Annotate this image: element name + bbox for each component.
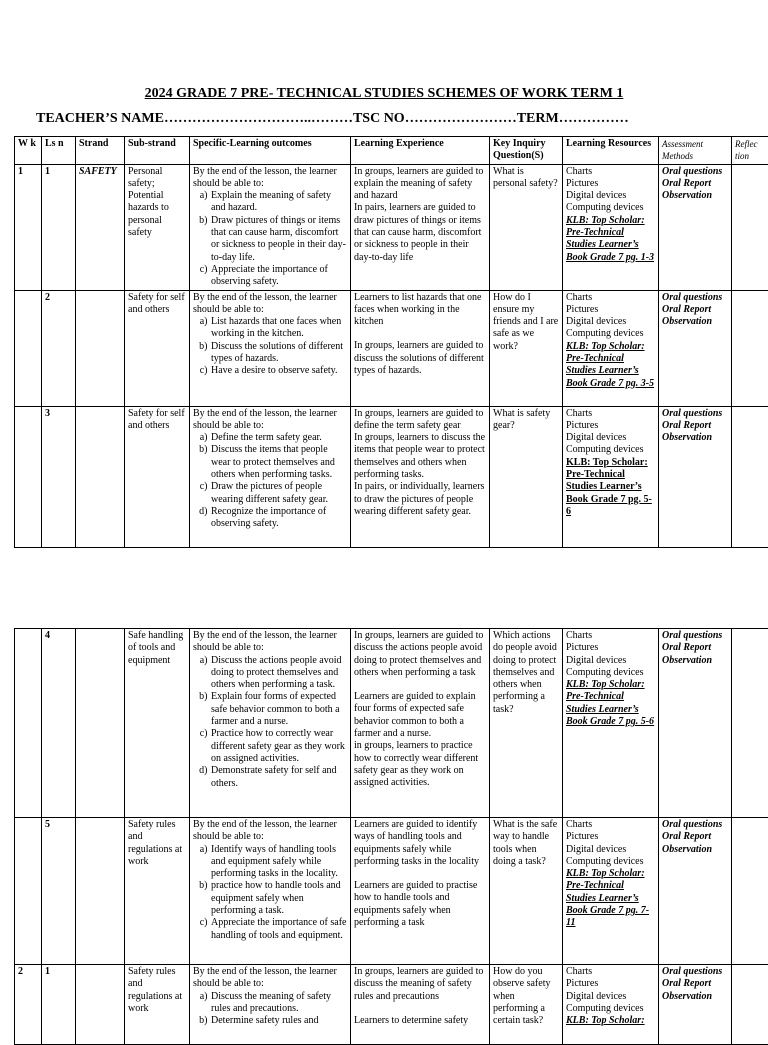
- resource-item: Charts: [566, 408, 655, 420]
- outcome-item: c. Appreciate the importance of observing safety.: [210, 264, 347, 289]
- header-resources: Learning Resources: [563, 137, 659, 165]
- assessment-item: Observation: [662, 655, 728, 667]
- experience-cell: [351, 965, 490, 1045]
- outcomes-intro: By the end of the lesson, the learner should be able to:: [193, 166, 347, 191]
- outcomes-intro: By the end of the lesson, the learner should be able to:: [193, 292, 347, 317]
- lesson-cell: 4: [42, 629, 76, 818]
- header-outcomes: Specific-Learning outcomes: [190, 137, 351, 165]
- resource-item: Digital devices: [566, 844, 655, 856]
- strand-cell: [76, 406, 125, 547]
- strand-cell: [76, 290, 125, 406]
- textbook-reference: KLB: Top Scholar: Pre-Technical Studies Learner’s Book Grade 7 pg. 7-11: [566, 868, 655, 929]
- header-substrand: Sub-strand: [125, 137, 190, 165]
- inquiry-cell: How do I ensure my friends and I are safe as we work?: [490, 290, 563, 406]
- reflection-cell: [732, 406, 768, 547]
- resource-item: Pictures: [566, 831, 655, 843]
- experience-cell: [351, 406, 490, 547]
- experience-cell: [351, 818, 490, 965]
- experience-cell: [351, 290, 490, 406]
- header-wk: W k: [15, 137, 42, 165]
- experience-text: In groups, learners are guided to discuss the meaning of safety rules and precautions: [354, 966, 486, 1003]
- resource-item: Charts: [566, 166, 655, 178]
- week-cell: [15, 406, 42, 547]
- resource-item: Computing devices: [566, 856, 655, 868]
- textbook-reference: KLB: Top Scholar: Pre-Technical Studies Learner’s Book Grade 7 pg. 5-6: [566, 679, 655, 728]
- resource-item: Computing devices: [566, 667, 655, 679]
- lesson-cell: 5: [42, 818, 76, 965]
- resource-item: Digital devices: [566, 316, 655, 328]
- reflection-cell: [732, 818, 768, 965]
- week-cell: [15, 629, 42, 818]
- assessment-item: Oral questions: [662, 966, 728, 978]
- outcomes-intro: By the end of the lesson, the learner should be able to:: [193, 630, 347, 655]
- header-row: [15, 137, 768, 165]
- outcomes-intro: By the end of the lesson, the learner should be able to:: [193, 819, 347, 844]
- lesson-cell: 1: [42, 965, 76, 1045]
- week-cell: [15, 818, 42, 965]
- header-assessment: Assessment Methods: [659, 137, 732, 165]
- outcome-item: c. Draw the pictures of people wearing different safety gear.: [210, 481, 347, 506]
- outcome-item: c. Have a desire to observe safety.: [210, 365, 347, 377]
- resources-cell: [563, 164, 659, 290]
- assessment-cell: [659, 406, 732, 547]
- assessment-item: Oral questions: [662, 819, 728, 831]
- outcome-item: b. practice how to handle tools and equipment safely when performing a task.: [210, 880, 347, 917]
- week-cell: 1: [15, 164, 42, 290]
- week-cell: [15, 290, 42, 406]
- inquiry-cell: What is safety gear?: [490, 406, 563, 547]
- assessment-item: Oral Report: [662, 304, 728, 316]
- outcome-item: a. Discuss the actions people avoid doing to protect themselves and others when performing a task.: [210, 655, 347, 692]
- assessment-item: Observation: [662, 190, 728, 202]
- experience-cell: [351, 164, 490, 290]
- strand-cell: [76, 965, 125, 1045]
- inquiry-cell: How do you observe safety when performing a certain task?: [490, 965, 563, 1045]
- experience-text: In pairs, or individually, learners to draw the pictures of people wearing different safety gear.: [354, 481, 486, 518]
- assessment-item: Oral Report: [662, 978, 728, 990]
- resources-cell: [563, 406, 659, 547]
- header-experience: Learning Experience: [351, 137, 490, 165]
- outcome-item: d. Demonstrate safety for self and others.: [210, 765, 347, 790]
- outcome-item: b. Explain four forms of expected safe behavior common to both a farmer and a nurse.: [210, 691, 347, 728]
- header-reflection: Reflec tion: [732, 137, 768, 165]
- outcomes-cell: [190, 629, 351, 818]
- outcome-item: b. Discuss the items that people wear to protect themselves and others when performing tasks.: [210, 444, 347, 481]
- resource-item: Computing devices: [566, 444, 655, 456]
- resources-cell: [563, 818, 659, 965]
- assessment-item: Observation: [662, 316, 728, 328]
- textbook-reference: KLB: Top Scholar:: [566, 1015, 655, 1027]
- experience-text: In groups, learners are guided to define the term safety gear: [354, 408, 486, 433]
- resource-item: Computing devices: [566, 328, 655, 340]
- resource-item: Computing devices: [566, 202, 655, 214]
- experience-cell: [351, 629, 490, 818]
- assessment-cell: [659, 290, 732, 406]
- document-title: 2024 GRADE 7 PRE- TECHNICAL STUDIES SCHEMES OF WORK TERM 1: [0, 86, 768, 102]
- header-strand: Strand: [76, 137, 125, 165]
- outcome-item: b. Draw pictures of things or items that can cause harm, discomfort or sickness to people in their day-to-day life.: [210, 215, 347, 264]
- experience-text: Learners to list hazards that one faces when working in the kitchen: [354, 292, 486, 329]
- outcome-item: a. Define the term safety gear.: [210, 432, 347, 444]
- lesson-cell: 3: [42, 406, 76, 547]
- resource-item: Charts: [566, 966, 655, 978]
- outcomes-intro: By the end of the lesson, the learner should be able to:: [193, 408, 347, 433]
- substrand-cell: Safety for self and others: [125, 290, 190, 406]
- scheme-table-page-1: [14, 136, 768, 548]
- resource-item: Charts: [566, 819, 655, 831]
- outcomes-cell: [190, 406, 351, 547]
- textbook-reference: KLB: Top Scholar: Pre-Technical Studies Learner’s Book Grade 7 pg. 3-5: [566, 341, 655, 390]
- outcome-item: a. Discuss the meaning of safety rules and precautions.: [210, 991, 347, 1016]
- experience-text: Learners are guided to identify ways of handling tools and equipments safely while performing tasks in the locality: [354, 819, 486, 868]
- assessment-item: Oral Report: [662, 831, 728, 843]
- assessment-cell: [659, 164, 732, 290]
- outcomes-cell: [190, 164, 351, 290]
- outcome-item: a. List hazards that one faces when working in the kitchen.: [210, 316, 347, 341]
- header-lsn: Ls n: [42, 137, 76, 165]
- experience-text: in groups, learners to practice how to correctly wear different safety gear as they work on assigned activities.: [354, 740, 486, 789]
- resource-item: Computing devices: [566, 1003, 655, 1015]
- assessment-item: Oral Report: [662, 642, 728, 654]
- substrand-cell: Safety rules and regulations at work: [125, 965, 190, 1045]
- inquiry-cell: Which actions do people avoid doing to protect themselves and others when performing a task?: [490, 629, 563, 818]
- outcomes-cell: [190, 818, 351, 965]
- assessment-cell: [659, 629, 732, 818]
- substrand-cell: Safety for self and others: [125, 406, 190, 547]
- resource-item: Pictures: [566, 978, 655, 990]
- reflection-cell: [732, 965, 768, 1045]
- resources-cell: [563, 965, 659, 1045]
- resource-item: Digital devices: [566, 432, 655, 444]
- outcome-item: c. Practice how to correctly wear different safety gear as they work on assigned activities.: [210, 728, 347, 765]
- outcome-item: c. Appreciate the importance of safe handling of tools and equipment.: [210, 917, 347, 942]
- scheme-table-page-2: [14, 628, 768, 1045]
- experience-text: Learners to determine safety: [354, 1015, 486, 1027]
- assessment-item: Observation: [662, 432, 728, 444]
- assessment-item: Observation: [662, 991, 728, 1003]
- assessment-cell: [659, 818, 732, 965]
- experience-text: In groups, learners to discuss the items that people wear to protect themselves and others when performing tasks.: [354, 432, 486, 481]
- outcome-item: b. Discuss the solutions of different types of hazards.: [210, 341, 347, 366]
- resource-item: Digital devices: [566, 655, 655, 667]
- textbook-reference: KLB: Top Scholar: Pre-Technical Studies Learner’s Book Grade 7 pg. 5-6: [566, 457, 655, 518]
- experience-text: In pairs, learners are guided to draw pictures of things or items that can cause harm, discomfort or sickness to people in their day-to-day life: [354, 202, 486, 263]
- inquiry-cell: What is personal safety?: [490, 164, 563, 290]
- lesson-cell: 2: [42, 290, 76, 406]
- table-row: [15, 406, 768, 547]
- inquiry-cell: What is the safe way to handle tools when doing a task?: [490, 818, 563, 965]
- assessment-item: Oral questions: [662, 630, 728, 642]
- outcome-item: d. Recognize the importance of observing safety.: [210, 506, 347, 531]
- resources-cell: [563, 629, 659, 818]
- experience-text: In groups, learners are guided to discuss the actions people avoid doing to protect themselves and others when performing a task: [354, 630, 486, 679]
- outcome-item: a. Identify ways of handling tools and equipment safely while performing tasks in the locality.: [210, 844, 347, 881]
- textbook-reference: KLB: Top Scholar: Pre-Technical Studies Learner’s Book Grade 7 pg. 1-3: [566, 215, 655, 264]
- resources-cell: [563, 290, 659, 406]
- lesson-cell: 1: [42, 164, 76, 290]
- table-row: [15, 164, 768, 290]
- outcomes-intro: By the end of the lesson, the learner should be able to:: [193, 966, 347, 991]
- resource-item: Charts: [566, 292, 655, 304]
- experience-text: In groups, learners are guided to explain the meaning of safety and hazard: [354, 166, 486, 203]
- outcomes-cell: [190, 290, 351, 406]
- resource-item: Pictures: [566, 420, 655, 432]
- header-inquiry: Key Inquiry Question(S): [490, 137, 563, 165]
- assessment-cell: [659, 965, 732, 1045]
- strand-cell: [76, 818, 125, 965]
- reflection-cell: [732, 290, 768, 406]
- substrand-cell: Safety rules and regulations at work: [125, 818, 190, 965]
- assessment-item: Oral Report: [662, 420, 728, 432]
- assessment-item: Oral questions: [662, 408, 728, 420]
- substrand-cell: Personal safety; Potential hazards to personal safety: [125, 164, 190, 290]
- strand-cell: [76, 629, 125, 818]
- resource-item: Pictures: [566, 304, 655, 316]
- strand-cell: SAFETY: [76, 164, 125, 290]
- outcome-item: b. Determine safety rules and: [210, 1015, 347, 1027]
- reflection-cell: [732, 164, 768, 290]
- table-row: [15, 629, 768, 818]
- assessment-item: Oral questions: [662, 166, 728, 178]
- resource-item: Pictures: [566, 178, 655, 190]
- substrand-cell: Safe handling of tools and equipment: [125, 629, 190, 818]
- week-cell: 2: [15, 965, 42, 1045]
- experience-text: In groups, learners are guided to discuss the solutions of different types of hazards.: [354, 340, 486, 377]
- resource-item: Digital devices: [566, 991, 655, 1003]
- table-row: [15, 290, 768, 406]
- experience-text: Learners are guided to practise how to handle tools and equipments safely when performing a task: [354, 880, 486, 929]
- experience-text: Learners are guided to explain four forms of expected safe behavior common to both a farmer and a nurse.: [354, 691, 486, 740]
- reflection-cell: [732, 629, 768, 818]
- outcomes-cell: [190, 965, 351, 1045]
- outcome-item: a. Explain the meaning of safety and hazard.: [210, 190, 347, 215]
- teacher-line: TEACHER’S NAME…………………………..………TSC NO……………………TERM……………: [36, 111, 629, 127]
- table-row: [15, 965, 768, 1045]
- assessment-item: Oral Report: [662, 178, 728, 190]
- resource-item: Digital devices: [566, 190, 655, 202]
- resource-item: Charts: [566, 630, 655, 642]
- assessment-item: Oral questions: [662, 292, 728, 304]
- assessment-item: Observation: [662, 844, 728, 856]
- resource-item: Pictures: [566, 642, 655, 654]
- table-row: [15, 818, 768, 965]
